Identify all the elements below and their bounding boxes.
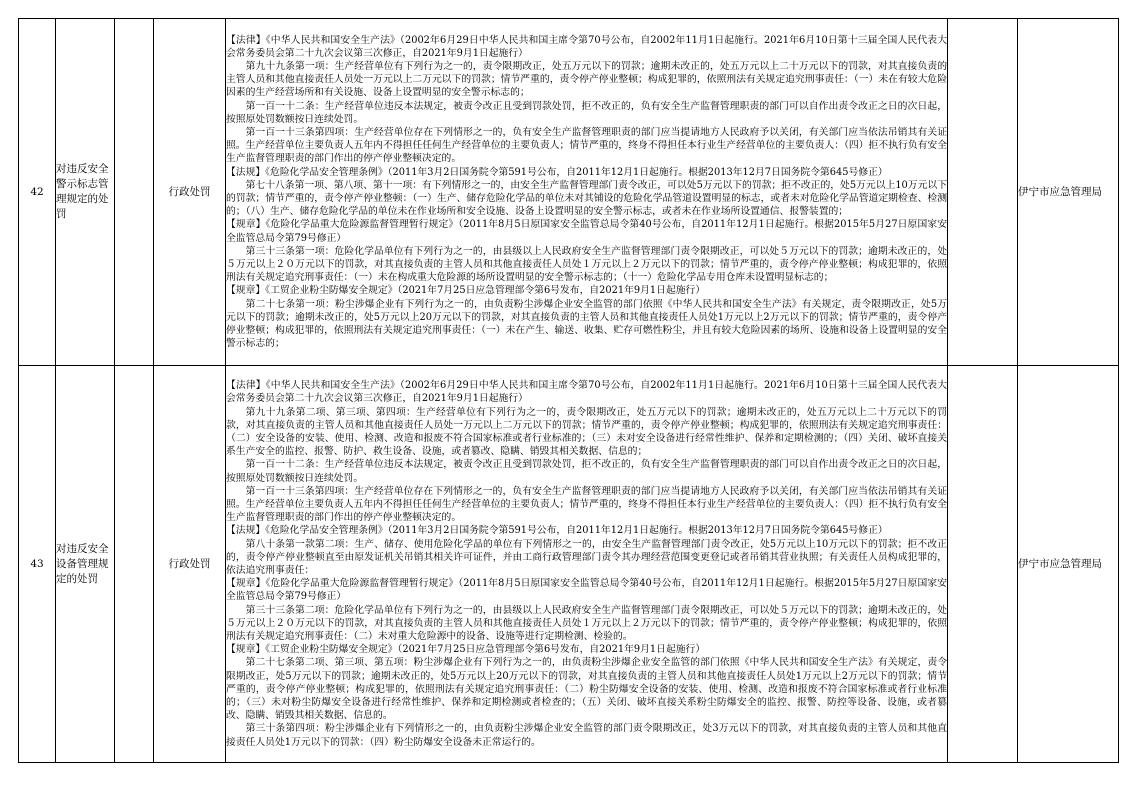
department: 伊宁市应急管理局: [1018, 19, 1119, 366]
basis-paragraph: 第一百一十三条第四项：生产经营单位存在下列情形之一的，负有安全生产监督管理职责的部门应当提请地方人民政府予以关闭，有关部门应当依法吊销其有关证照。生产经营单位主要负责人五年内不得担任任何生产经营单位的主要负责人；情节严重的，终身不得担任本行业生产经营单位的主要负责人：（四）拒不执行负有安全生产监督管理职责的部门作出的停产停业整顿决定的。: [226, 126, 947, 165]
basis-paragraph: 【法律】《中华人民共和国安全生产法》（2002年6月29日中华人民共和国主席令第70号公布，自2002年11月1日起施行。2021年6月10日第十三届全国人民代表大会常务委员会第二十九次会议第三次修正，自2021年9月1日起施行）: [226, 380, 947, 405]
item-type: 行政处罚: [154, 19, 226, 366]
basis-paragraph: 第二十七条第一项：粉尘涉爆企业有下列行为之一的，由负责粉尘涉爆企业安全监管的部门依照《中华人民共和国安全生产法》有关规定，责令限期改正，处5万元以下的罚款；逾期未改正的，处5万元以上20万元以下的罚款，对其直接负责的主管人员和其他直接责任人员处1万元以上2万元以下的罚款；情节严重的，责令停产停业整顿；构成犯罪的，依照刑法有关规定追究刑事责任：（一）未在产生、输送、收集、贮存可燃性粉尘，并且有较大危险因素的场所、设施和设备上设置明显的安全警示标志的；: [226, 298, 947, 350]
table-row: [19, 366, 1119, 763]
basis-paragraph: 第三十三条第一项：危险化学品单位有下列行为之一的，由县级以上人民政府安全生产监督管理部门责令限期改正，可以处５万元以下的罚款；逾期未改正的，处５万元以上２０万元以下的罚款，对其直接负责的主管人员和其他直接责任人员处１万元以上２万元以下的罚款；情节严重的，责令停产停业整顿；构成犯罪的，依照刑法有关规定追究刑事责任：（一）未在构成重大危险源的场所设置明显的安全警示标志的；（十一）危险化学品专用仓库未设置明显标志的；: [226, 245, 947, 284]
regulation-table: [18, 18, 1119, 763]
basis-paragraph: 第一百一十二条：生产经营单位违反本法规定，被责令改正且受到罚款处罚，拒不改正的，负有安全生产监督管理职责的部门可以自作出责令改正之日的次日起，按照原处罚数额按日连续处罚。: [226, 459, 947, 484]
basis-paragraph: 【法律】《中华人民共和国安全生产法》（2002年6月29日中华人民共和国主席令第70号公布，自2002年11月1日起施行。2021年6月10日第十三届全国人民代表大会常务委员会第二十九次会议第三次修正，自2021年9月1日起施行）: [226, 34, 947, 59]
empty-cell: [115, 366, 154, 763]
department: 伊宁市应急管理局: [1018, 366, 1119, 763]
basis-paragraph: 第三十条第四项：粉尘涉爆企业有下列情形之一的，由负责粉尘涉爆企业安全监管的部门责令限期改正，处3万元以下的罚款，对其直接负责的主管人员和其他直接责任人员处1万元以下的罚款：（四）粉尘防爆安全设备未正常运行的。: [226, 723, 947, 748]
basis-paragraph: 【规章】《危险化学品重大危险源监督管理暂行规定》（2011年8月5日原国家安全监管总局令第40号公布，自2011年12月1日起施行。根据2015年5月27日原国家安全监管总局令第79号修正）: [226, 219, 947, 244]
basis-paragraph: 第九十九条第二项、第三项、第四项：生产经营单位有下列行为之一的，责令限期改正，处五万元以下的罚款；逾期未改正的，处五万元以上二十万元以下的罚款，对其直接负责的主管人员和其他直接责任人员处一万元以上二万元以下的罚款；情节严重的，责令停产停业整顿；构成犯罪的，依照刑法有关规定追究刑事责任：（二）安全设备的安装、使用、检测、改造和报废不符合国家标准或者行业标准的；（三）未对安全设备进行经常性维护、保养和定期检测的；（四）关闭、破坏直接关系生产安全的监控、报警、防护、救生设备、设施，或者篡改、隐瞒、销毁其相关数据、信息的；: [226, 406, 947, 458]
basis-paragraph: 【法规】《危险化学品安全管理条例》（2011年3月2日国务院令第591号公布，自2011年12月1日起施行。根据2013年12月7日国务院令第645号修正）: [226, 166, 888, 178]
legal-basis-list: [226, 34, 947, 351]
empty-cell: [948, 19, 1018, 366]
row-number: 43: [19, 366, 56, 763]
legal-basis: [226, 19, 948, 366]
table-row: [19, 19, 1119, 366]
basis-paragraph: 第二十七条第二项、第三项、第五项：粉尘涉爆企业有下列行为之一的，由负责粉尘涉爆企业安全监管的部门依照《中华人民共和国安全生产法》有关规定，责令限期改正，处5万元以下的罚款；逾期未改正的，处5万元以上20万元以下的罚款，对其直接负责的主管人员和其他直接责任人员处1万元以上2万元以下的罚款；情节严重的，责令停产停业整顿；构成犯罪的，依照刑法有关规定追究刑事责任：（二）粉尘防爆安全设备的安装、使用、检测、改造和报废不符合国家标准或者行业标准的；（三）未对粉尘防爆安全设备进行经常性维护、保养和定期检测或者检查的；（五）关闭、破坏直接关系粉尘防爆安全的监控、报警、防控等设备、设施，或者篡改、隐瞒、销毁其相关数据、信息的。: [226, 657, 947, 722]
legal-basis: [226, 366, 948, 763]
item-name: 对违反安全设备管理规定的处罚: [56, 366, 115, 763]
basis-paragraph: 第一百一十三条第四项：生产经营单位存在下列情形之一的，负有安全生产监督管理职责的部门应当提请地方人民政府予以关闭，有关部门应当依法吊销其有关证照。生产经营单位主要负责人五年内不得担任任何生产经营单位的主要负责人；情节严重的，终身不得担任本行业生产经营单位的主要负责人：（四）拒不执行负有安全生产监督管理职责的部门作出的停产停业整顿决定的。: [226, 485, 947, 524]
empty-cell: [948, 366, 1018, 763]
basis-paragraph: 第九十九条第一项：生产经营单位有下列行为之一的，责令限期改正，处五万元以下的罚款；逾期未改正的，处五万元以上二十万元以下的罚款，对其直接负责的主管人员和其他直接责任人员处一万元以上二万元以下的罚款；情节严重的，责令停产停业整顿；构成犯罪的，依照刑法有关规定追究刑事责任：（一）未在有较大危险因素的生产经营场所和有关设施、设备上设置明显的安全警示标志的；: [226, 60, 947, 99]
basis-paragraph: 第八十条第一款第二项：生产、储存、使用危险化学品的单位有下列情形之一的，由安全生产监督管理部门责令改正，处5万元以上10万元以下的罚款；拒不改正的，责令停产停业整顿直至由原发证机关吊销其相关许可证件，并由工商行政管理部门责令其办理经营范围变更登记或者吊销其营业执照；有关责任人员构成犯罪的，依法追究刑事责任：: [226, 538, 947, 576]
row-number: 42: [19, 19, 56, 366]
item-name: 对违反安全警示标志管理规定的处罚: [56, 19, 115, 366]
basis-paragraph: 第七十八条第一项、第八项、第十一项：有下列情形之一的，由安全生产监督管理部门责令改正，可以处5万元以下的罚款；拒不改正的，处5万元以上10万元以下的罚款；情节严重的，责令停产停业整顿：（一）生产、储存危险化学品的单位未对其铺设的危险化学品管道设置明显的标志，或者未对危险化学品管道定期检查、检测的；（八）生产、储存危险化学品的单位未在作业场所和安全设施、设备上设置明显的安全警示标志，或者未在作业场所设置通信、报警装置的；: [226, 179, 947, 218]
basis-paragraph: 【规章】《工贸企业粉尘防爆安全规定》（2021年7月25日应急管理部令第6号发布，自2021年9月1日起施行）: [226, 285, 706, 297]
basis-paragraph: 第三十三条第二项：危险化学品单位有下列行为之一的，由县级以上人民政府安全生产监督管理部门责令限期改正，可以处５万元以下的罚款；逾期未改正的，处５万元以上２０万元以下的罚款，对其直接负责的主管人员和其他直接责任人员处１万元以上２万元以下的罚款；情节严重的，责令停产停业整顿；构成犯罪的，依照刑法有关规定追究刑事责任：（二）未对重大危险源中的设备、设施等进行定期检测、检验的。: [226, 604, 947, 643]
item-type: 行政处罚: [154, 366, 226, 763]
legal-basis-list: [226, 379, 947, 749]
basis-paragraph: 【规章】《危险化学品重大危险源监督管理暂行规定》（2011年8月5日原国家安全监管总局令第40号公布，自2011年12月1日起施行。根据2015年5月27日原国家安全监管总局令第79号修正）: [226, 578, 947, 603]
basis-paragraph: 【规章】《工贸企业粉尘防爆安全规定》（2021年7月25日应急管理部令第6号发布，自2021年9月1日起施行）: [226, 644, 706, 656]
empty-cell: [115, 19, 154, 366]
basis-paragraph: 第一百一十二条：生产经营单位违反本法规定，被责令改正且受到罚款处罚，拒不改正的，负有安全生产监督管理职责的部门可以自作出责令改正之日的次日起，按照原处罚数额按日连续处罚。: [226, 100, 947, 125]
basis-paragraph: 【法规】《危险化学品安全管理条例》（2011年3月2日国务院令第591号公布，自2011年12月1日起施行。根据2013年12月7日国务院令第645号修正）: [226, 525, 888, 537]
